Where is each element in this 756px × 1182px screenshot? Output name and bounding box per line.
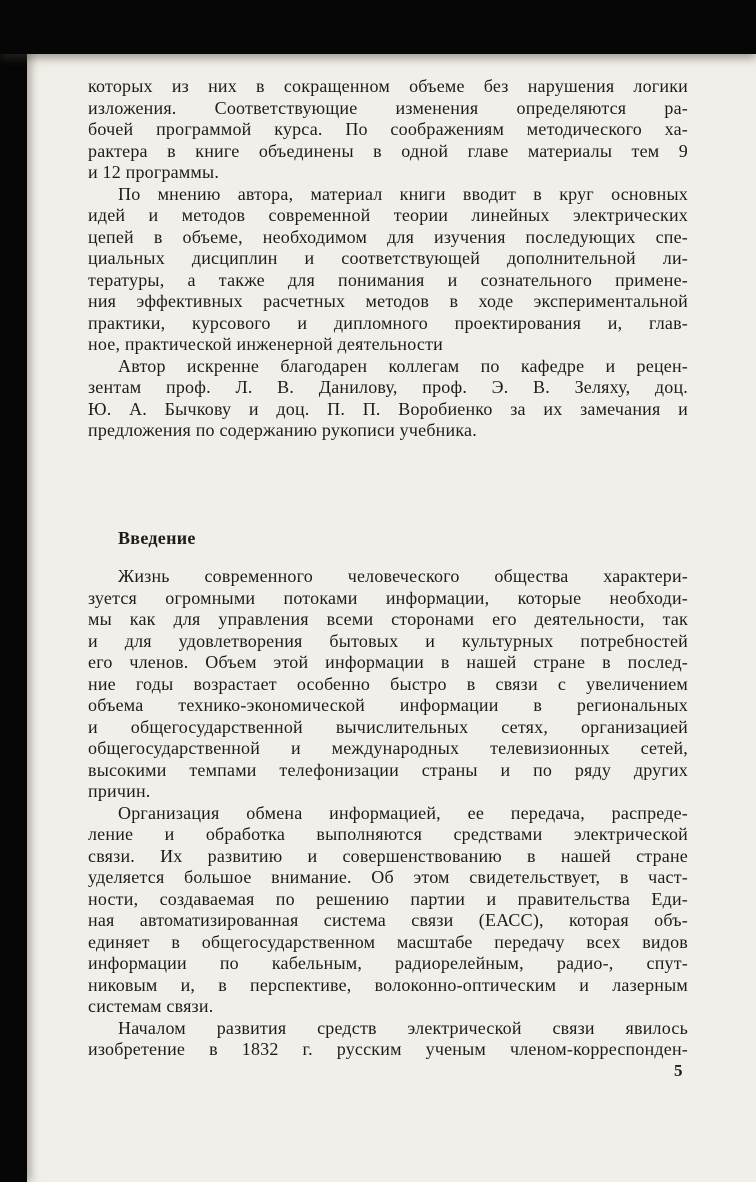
text-line: циальных дисциплин и соответствующей дополнительной ли- — [88, 248, 688, 268]
text-line: мы как для управления всеми сторонами его деятельности, так — [88, 609, 688, 629]
paragraph-intro-2 — [88, 803, 688, 1018]
text-line: причин. — [88, 781, 151, 801]
text-line: системам связи. — [88, 996, 214, 1016]
paragraph-intro-3 — [88, 1018, 688, 1061]
page-number: 5 — [674, 1061, 683, 1080]
text-line: которых из них в сокращенном объеме без нарушения логики — [88, 76, 688, 96]
text-line: Ю. А. Бычкову и доц. П. П. Воробиенко за их замечания и — [88, 398, 688, 419]
scan-edge-top — [0, 0, 756, 54]
text-line: Началом развития средств электрической связи явилось — [118, 1017, 688, 1038]
paragraph-front-3 — [88, 356, 688, 442]
text-line: идей и методов современной теории линейных электрических — [88, 205, 688, 225]
text-line: информации по кабельным, радиорелейным, радио-, спут- — [88, 953, 688, 973]
text-line: цепей в объеме, необходимом для изучения последующих спе- — [88, 226, 688, 247]
section-heading: Введение — [118, 527, 196, 548]
text-line: и 12 программы. — [88, 162, 220, 182]
text-line: ная автоматизированная система связи (ЕАСС), которая объ- — [88, 910, 688, 930]
scan-edge-left — [0, 0, 27, 1182]
text-line: бочей программой курса. По соображениям методического ха- — [88, 119, 688, 139]
text-line: практики, курсового и дипломного проектирования и, глав- — [88, 312, 688, 333]
text-line: ное, практической инженерной деятельности — [88, 334, 443, 354]
text-line: и общегосударственной вычислительных сетях, организацией — [88, 716, 688, 737]
text-line: По мнению автора, материал книги вводит в круг основных — [118, 183, 688, 204]
text-line: ление и обработка выполняются средствами электрической — [88, 824, 688, 844]
text-line: Автор искренне благодарен коллегам по кафедре и рецен- — [118, 355, 688, 376]
text-line: изложения. Соответствующие изменения определяются ра- — [88, 97, 688, 118]
text-line: Организация обмена информацией, ее передача, распреде- — [118, 802, 688, 823]
text-line: общегосударственной и международных телевизионных сетей, — [88, 738, 688, 758]
text-line: Жизнь современного человеческого общества характери- — [118, 566, 688, 586]
text-line: уделяется большое внимание. Об этом свидетельствует, в част- — [88, 867, 688, 887]
text-line: связи. Их развитию и совершенствованию в нашей стране — [88, 845, 688, 866]
text-line: ния эффективных расчетных методов в ходе экспериментальной — [88, 291, 688, 311]
text-line: единяет в общегосударственном масштабе передачу всех видов — [88, 931, 688, 952]
text-block — [88, 76, 688, 1061]
text-line: тературы, а также для понимания и сознательного примене- — [88, 269, 688, 290]
text-line: никовым и, в перспективе, волоконно-оптическим и лазерным — [88, 974, 688, 995]
text-line: ние годы возрастает особенно быстро в связи с увеличением — [88, 673, 688, 694]
paragraph-front-2 — [88, 184, 688, 356]
text-line: объема технико-экономической информации в региональных — [88, 695, 688, 715]
text-line: ности, создаваемая по решению партии и правительства Еди- — [88, 888, 688, 909]
paragraph-front-1 — [88, 76, 688, 184]
paragraph-intro-1 — [88, 566, 688, 803]
text-line: высокими темпами телефонизации страны и по ряду других — [88, 759, 688, 780]
text-line: и для удовлетворения бытовых и культурных потребностей — [88, 630, 688, 651]
text-line: зуется огромными потоками информации, которые необходи- — [88, 587, 688, 608]
text-line: предложения по содержанию рукописи учебника. — [88, 420, 477, 440]
text-line: зентам проф. Л. В. Данилову, проф. Э. В. Зеляху, доц. — [88, 377, 688, 397]
text-line: его членов. Объем этой информации в нашей стране в послед- — [88, 652, 688, 672]
text-line: рактера в книге объединены в одной главе материалы тем 9 — [88, 140, 688, 161]
text-line: изобретение в 1832 г. русским ученым членом-корреспонден- — [88, 1039, 688, 1059]
